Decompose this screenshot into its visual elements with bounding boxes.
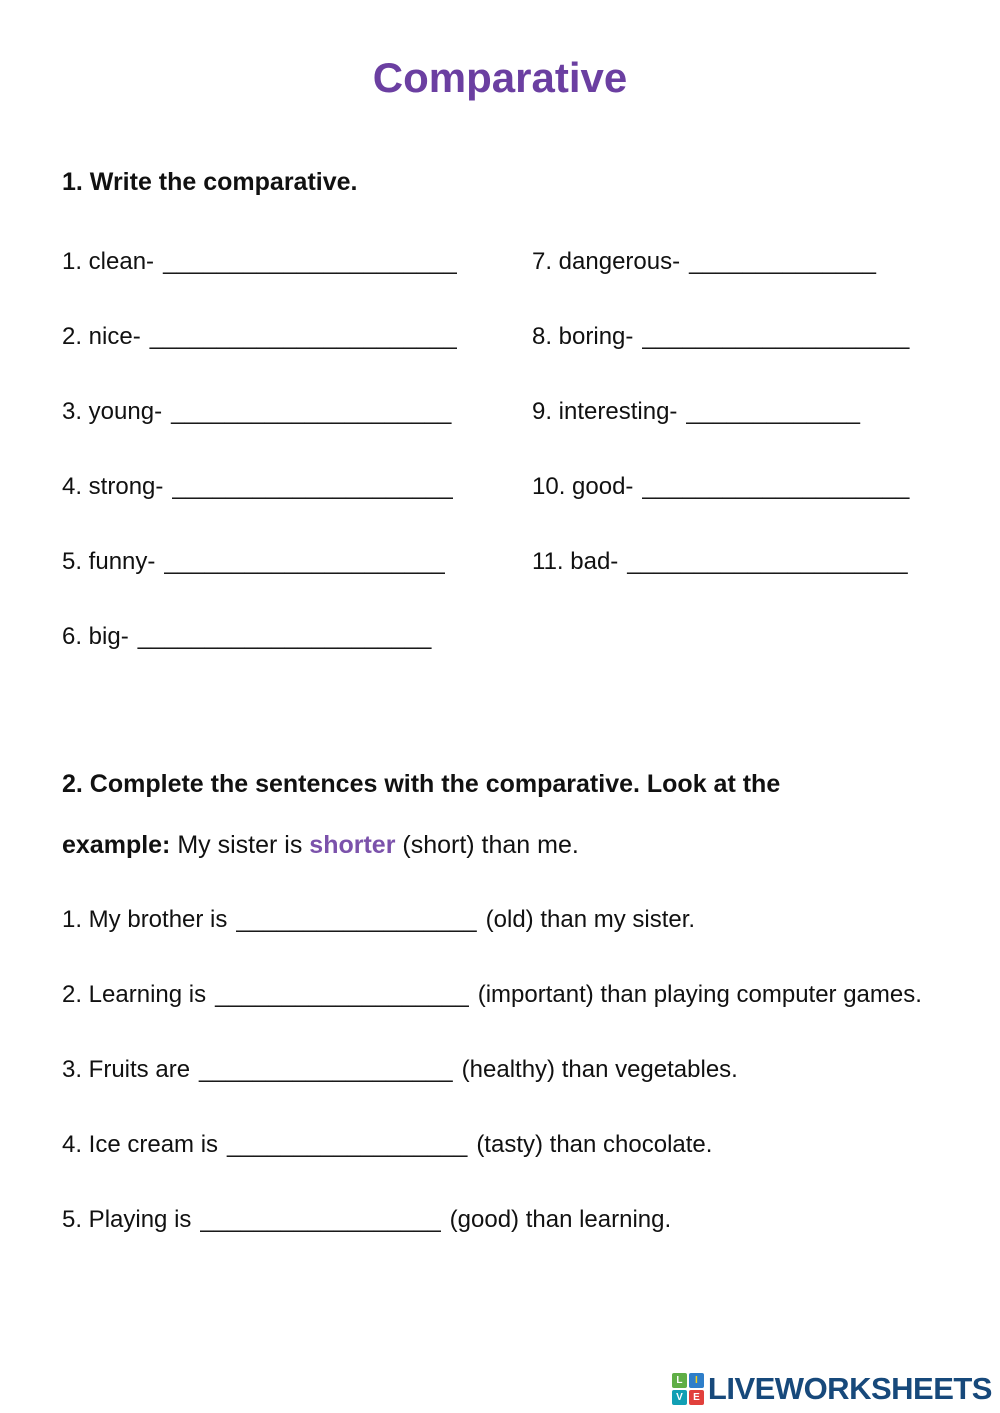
ex2-item-4-pre: 4. Ice cream is <box>62 1131 219 1158</box>
ex1-item-1 <box>62 249 532 324</box>
logo-cell-v: V <box>672 1390 687 1405</box>
ex1-item-9-answer-blank[interactable]: _____________ <box>686 398 860 425</box>
ex1-item-3 <box>62 399 532 474</box>
ex1-item-4 <box>62 474 532 549</box>
ex2-item-5 <box>62 1182 940 1257</box>
liveworksheets-grid-icon <box>672 1373 704 1405</box>
ex1-item-5 <box>62 549 532 624</box>
page-title: Comparative <box>372 54 628 101</box>
ex1-item-2-answer-blank[interactable]: _______________________ <box>149 323 457 350</box>
ex1-item-6 <box>62 624 532 699</box>
ex1-item-8-answer-blank[interactable]: ____________________ <box>642 323 910 350</box>
exercise1-heading: 1. Write the comparative. <box>62 168 358 196</box>
ex2-item-1-pre: 1. My brother is <box>62 906 228 933</box>
example-post-text: (short) than me. <box>395 831 579 859</box>
ex1-item-3-prompt: 3. young- <box>62 398 163 425</box>
ex1-item-1-answer-blank[interactable]: ______________________ <box>163 248 457 275</box>
ex2-item-2 <box>62 957 940 1032</box>
ex1-item-8-prompt: 8. boring- <box>532 323 634 350</box>
ex2-item-1-post: (old) than my sister. <box>485 906 696 933</box>
ex2-item-2-answer-blank[interactable]: ___________________ <box>215 981 469 1008</box>
ex2-item-3-post: (healthy) than vegetables. <box>461 1056 738 1083</box>
ex1-item-6-prompt: 6. big- <box>62 623 129 650</box>
ex2-item-4 <box>62 1107 940 1182</box>
ex1-item-9-prompt: 9. interesting- <box>532 398 678 425</box>
ex2-item-3 <box>62 1032 940 1107</box>
ex1-item-11-answer-blank[interactable]: _____________________ <box>627 548 908 575</box>
ex2-item-4-answer-blank[interactable]: __________________ <box>227 1131 468 1158</box>
ex2-item-5-answer-blank[interactable]: __________________ <box>200 1206 441 1233</box>
ex2-item-3-answer-blank[interactable]: ___________________ <box>199 1056 453 1083</box>
liveworksheets-wordmark: LIVEWORKSHEETS <box>707 1371 992 1406</box>
ex1-item-7-answer-blank[interactable]: ______________ <box>689 248 876 275</box>
example-answer-highlight: shorter <box>309 831 396 859</box>
ex2-item-4-post: (tasty) than chocolate. <box>476 1131 713 1158</box>
ex1-item-1-prompt: 1. clean- <box>62 248 155 275</box>
ex1-item-11-prompt: 11. bad- <box>532 548 619 575</box>
ex1-item-10-prompt: 10. good- <box>532 473 634 500</box>
ex2-item-5-pre: 5. Playing is <box>62 1206 192 1233</box>
ex1-item-6-answer-blank[interactable]: ______________________ <box>137 623 432 650</box>
ex2-item-3-pre: 3. Fruits are <box>62 1056 191 1083</box>
ex1-item-10 <box>532 474 940 549</box>
ex2-item-2-pre: 2. Learning is <box>62 981 207 1008</box>
exercise1-grid <box>62 249 940 699</box>
ex1-item-9 <box>532 399 940 474</box>
ex1-item-7-prompt: 7. dangerous- <box>532 248 681 275</box>
worksheet-content <box>0 170 1000 1257</box>
ex1-item-8 <box>532 324 940 399</box>
exercise2-example <box>62 833 940 858</box>
liveworksheets-logo <box>672 1371 992 1407</box>
ex1-item-7 <box>532 249 940 324</box>
ex1-item-4-prompt: 4. strong- <box>62 473 164 500</box>
ex1-item-2 <box>62 324 532 399</box>
example-label: example: <box>62 831 171 859</box>
ex2-item-1 <box>62 882 940 957</box>
exercise2-section <box>62 772 940 1257</box>
ex2-item-2-post: (important) than playing computer games. <box>477 981 922 1008</box>
ex1-item-5-answer-blank[interactable]: _____________________ <box>164 548 445 575</box>
exercise2-items <box>62 882 940 1257</box>
ex1-item-11 <box>532 549 940 624</box>
exercise2-heading: 2. Complete the sentences with the comparative. Look at the <box>62 770 781 798</box>
logo-cell-l: L <box>672 1373 687 1388</box>
example-pre-text: My sister is <box>170 831 310 859</box>
logo-cell-i: I <box>689 1373 704 1388</box>
ex2-item-1-answer-blank[interactable]: __________________ <box>236 906 477 933</box>
ex1-item-2-prompt: 2. nice- <box>62 323 141 350</box>
ex1-item-10-answer-blank[interactable]: ____________________ <box>642 473 910 500</box>
ex1-item-5-prompt: 5. funny- <box>62 548 156 575</box>
ex2-item-5-post: (good) than learning. <box>449 1206 672 1233</box>
ex1-item-4-answer-blank[interactable]: _____________________ <box>172 473 453 500</box>
ex1-item-3-answer-blank[interactable]: _____________________ <box>171 398 452 425</box>
logo-cell-e: E <box>689 1390 704 1405</box>
